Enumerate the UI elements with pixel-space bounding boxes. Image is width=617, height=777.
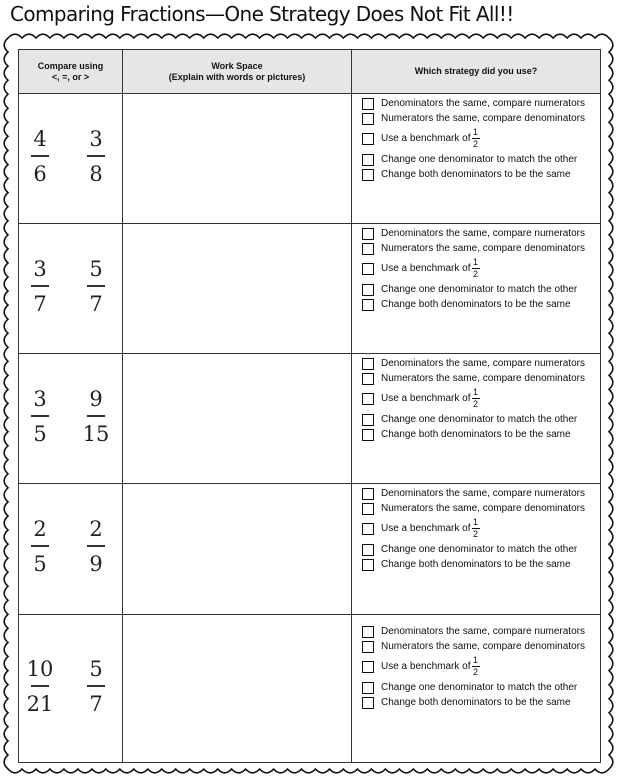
option-label: Change one denominator to match the other bbox=[381, 154, 578, 165]
option-benchmark[interactable] bbox=[362, 128, 600, 149]
option-same-denominators[interactable] bbox=[362, 487, 600, 500]
checkbox[interactable] bbox=[362, 299, 374, 311]
option-change-one[interactable] bbox=[362, 413, 600, 426]
fraction-right bbox=[81, 386, 111, 447]
fraction-left bbox=[25, 126, 55, 187]
fraction-right-denominator: 9 bbox=[89, 552, 103, 576]
worksheet-table bbox=[18, 49, 601, 763]
fraction-bar bbox=[87, 155, 105, 157]
option-same-numerators[interactable] bbox=[362, 640, 600, 653]
benchmark-numerator: 1 bbox=[472, 127, 478, 137]
workspace-cell[interactable] bbox=[123, 484, 352, 615]
benchmark-numerator: 1 bbox=[472, 517, 478, 527]
problem-row bbox=[19, 354, 601, 484]
option-change-both[interactable] bbox=[362, 558, 600, 571]
compare-cell bbox=[19, 94, 123, 224]
fraction-right-numerator: 3 bbox=[89, 127, 103, 151]
header-compare-line1: Compare using bbox=[37, 60, 104, 71]
checkbox[interactable] bbox=[362, 373, 374, 385]
option-change-both[interactable] bbox=[362, 696, 600, 709]
option-label: Denominators the same, compare numerators bbox=[381, 98, 585, 109]
fraction-bar bbox=[31, 415, 49, 417]
fraction-left bbox=[25, 386, 55, 447]
workspace-cell[interactable] bbox=[123, 94, 352, 224]
option-same-denominators[interactable] bbox=[362, 97, 600, 110]
benchmark-numerator: 1 bbox=[472, 257, 478, 267]
option-label: Denominators the same, compare numerators bbox=[381, 228, 585, 239]
benchmark-denominator: 2 bbox=[472, 269, 478, 279]
checkbox[interactable] bbox=[362, 169, 374, 181]
fraction-bar bbox=[31, 685, 49, 687]
option-label: Numerators the same, compare denominators bbox=[381, 373, 585, 384]
option-label: Use a benchmark of bbox=[381, 263, 471, 274]
fraction-bar bbox=[31, 285, 49, 287]
checkbox[interactable] bbox=[362, 228, 374, 240]
fraction-right bbox=[81, 126, 111, 187]
fraction-left-numerator: 10 bbox=[26, 657, 54, 681]
compare-cell bbox=[19, 224, 123, 354]
fraction-right-denominator: 15 bbox=[82, 422, 110, 446]
option-label: Change both denominators to be the same bbox=[381, 697, 571, 708]
option-label: Change one denominator to match the other bbox=[381, 284, 578, 295]
option-same-denominators[interactable] bbox=[362, 357, 600, 370]
fraction-right-denominator: 7 bbox=[89, 292, 103, 316]
fraction-left-numerator: 4 bbox=[33, 127, 47, 151]
option-change-both[interactable] bbox=[362, 298, 600, 311]
checkbox[interactable] bbox=[362, 503, 374, 515]
compare-cell bbox=[19, 484, 123, 615]
option-label: Change both denominators to be the same bbox=[381, 299, 571, 310]
checkbox[interactable] bbox=[362, 488, 374, 500]
checkbox[interactable] bbox=[362, 154, 374, 166]
fraction-bar bbox=[87, 285, 105, 287]
option-label: Denominators the same, compare numerators bbox=[381, 488, 585, 499]
fraction-right-numerator: 2 bbox=[89, 517, 103, 541]
option-benchmark[interactable] bbox=[362, 518, 600, 539]
checkbox[interactable] bbox=[362, 523, 374, 535]
option-label: Denominators the same, compare numerators bbox=[381, 358, 585, 369]
fraction-bar bbox=[87, 685, 105, 687]
option-change-both[interactable] bbox=[362, 428, 600, 441]
fraction-bar bbox=[87, 415, 105, 417]
benchmark-fraction bbox=[472, 518, 480, 539]
checkbox[interactable] bbox=[362, 429, 374, 441]
checkbox[interactable] bbox=[362, 243, 374, 255]
option-benchmark[interactable] bbox=[362, 656, 600, 677]
fraction-left-denominator: 21 bbox=[26, 692, 54, 716]
checkbox[interactable] bbox=[362, 544, 374, 556]
fraction-left bbox=[25, 516, 55, 577]
option-change-one[interactable] bbox=[362, 283, 600, 296]
checkbox[interactable] bbox=[362, 98, 374, 110]
fraction-bar bbox=[31, 545, 49, 547]
option-same-numerators[interactable] bbox=[362, 242, 600, 255]
option-label: Change both denominators to be the same bbox=[381, 559, 571, 570]
checkbox[interactable] bbox=[362, 358, 374, 370]
benchmark-fraction bbox=[472, 128, 480, 149]
benchmark-fraction bbox=[472, 388, 480, 409]
option-label: Change one denominator to match the other bbox=[381, 544, 578, 555]
fraction-left bbox=[25, 656, 55, 717]
fraction-left-denominator: 6 bbox=[33, 162, 47, 186]
option-change-both[interactable] bbox=[362, 168, 600, 181]
option-label: Use a benchmark of bbox=[381, 661, 471, 672]
fraction-right bbox=[81, 656, 111, 717]
fraction-right-denominator: 8 bbox=[89, 162, 103, 186]
checkbox[interactable] bbox=[362, 284, 374, 296]
header-compare bbox=[19, 50, 123, 94]
benchmark-denominator: 2 bbox=[472, 667, 478, 677]
header-strategy: Which strategy did you use? bbox=[352, 50, 601, 94]
fraction-right-numerator: 9 bbox=[89, 387, 103, 411]
option-same-numerators[interactable] bbox=[362, 112, 600, 125]
checkbox[interactable] bbox=[362, 559, 374, 571]
fraction-bar bbox=[87, 545, 105, 547]
fraction-left bbox=[25, 256, 55, 317]
checkbox[interactable] bbox=[362, 113, 374, 125]
checkbox[interactable] bbox=[362, 682, 374, 694]
fraction-left-numerator: 3 bbox=[33, 387, 47, 411]
problem-row bbox=[19, 94, 601, 224]
checkbox[interactable] bbox=[362, 414, 374, 426]
option-change-one[interactable] bbox=[362, 543, 600, 556]
option-label: Change both denominators to be the same bbox=[381, 429, 571, 440]
compare-cell bbox=[19, 354, 123, 484]
option-label: Numerators the same, compare denominators bbox=[381, 503, 585, 514]
checkbox[interactable] bbox=[362, 641, 374, 653]
strategy-cell bbox=[352, 94, 601, 224]
option-label: Denominators the same, compare numerators bbox=[381, 626, 585, 637]
fraction-left-denominator: 7 bbox=[33, 292, 47, 316]
option-label: Use a benchmark of bbox=[381, 523, 471, 534]
problem-row bbox=[19, 224, 601, 354]
checkbox[interactable] bbox=[362, 697, 374, 709]
checkbox[interactable] bbox=[362, 393, 374, 405]
option-change-one[interactable] bbox=[362, 681, 600, 694]
benchmark-numerator: 1 bbox=[472, 655, 478, 665]
option-label: Change one denominator to match the other bbox=[381, 414, 578, 425]
benchmark-denominator: 2 bbox=[472, 399, 478, 409]
fraction-right-numerator: 5 bbox=[89, 257, 103, 281]
benchmark-denominator: 2 bbox=[472, 139, 478, 149]
strategy-cell bbox=[352, 484, 601, 615]
option-same-denominators[interactable] bbox=[362, 625, 600, 638]
fraction-right-denominator: 7 bbox=[89, 692, 103, 716]
fraction-left-denominator: 5 bbox=[33, 552, 47, 576]
header-workspace-line1: Work Space bbox=[211, 60, 263, 71]
header-workspace bbox=[123, 50, 352, 94]
problem-row bbox=[19, 615, 601, 763]
option-same-numerators[interactable] bbox=[362, 502, 600, 515]
fraction-bar bbox=[31, 155, 49, 157]
fraction-left-numerator: 2 bbox=[33, 517, 47, 541]
page-title: Comparing Fractions—One Strategy Does Not Fit All!! bbox=[10, 2, 514, 26]
option-benchmark[interactable] bbox=[362, 388, 600, 409]
checkbox[interactable] bbox=[362, 133, 374, 145]
strategy-cell bbox=[352, 615, 601, 763]
header-workspace-line2: (Explain with words or pictures) bbox=[168, 71, 306, 82]
option-label: Change one denominator to match the other bbox=[381, 682, 578, 693]
compare-cell bbox=[19, 615, 123, 763]
option-label: Numerators the same, compare denominators bbox=[381, 243, 585, 254]
fraction-right bbox=[81, 256, 111, 317]
fraction-right-numerator: 5 bbox=[89, 657, 103, 681]
option-label: Numerators the same, compare denominators bbox=[381, 641, 585, 652]
option-label: Use a benchmark of bbox=[381, 393, 471, 404]
fraction-right bbox=[81, 516, 111, 577]
benchmark-denominator: 2 bbox=[472, 529, 478, 539]
option-label: Numerators the same, compare denominators bbox=[381, 113, 585, 124]
workspace-cell[interactable] bbox=[123, 615, 352, 763]
fraction-left-numerator: 3 bbox=[33, 257, 47, 281]
checkbox[interactable] bbox=[362, 263, 374, 275]
strategy-cell bbox=[352, 224, 601, 354]
header-row bbox=[19, 50, 601, 94]
problem-row bbox=[19, 484, 601, 615]
option-same-numerators[interactable] bbox=[362, 372, 600, 385]
option-label: Change both denominators to be the same bbox=[381, 169, 571, 180]
option-benchmark[interactable] bbox=[362, 258, 600, 279]
option-label: Use a benchmark of bbox=[381, 133, 471, 144]
option-change-one[interactable] bbox=[362, 153, 600, 166]
benchmark-fraction bbox=[472, 258, 480, 279]
checkbox[interactable] bbox=[362, 626, 374, 638]
fraction-left-denominator: 5 bbox=[33, 422, 47, 446]
workspace-cell[interactable] bbox=[123, 354, 352, 484]
checkbox[interactable] bbox=[362, 661, 374, 673]
header-compare-line2: <, =, or > bbox=[51, 71, 90, 82]
workspace-cell[interactable] bbox=[123, 224, 352, 354]
strategy-cell bbox=[352, 354, 601, 484]
benchmark-numerator: 1 bbox=[472, 387, 478, 397]
benchmark-fraction bbox=[472, 656, 480, 677]
option-same-denominators[interactable] bbox=[362, 227, 600, 240]
